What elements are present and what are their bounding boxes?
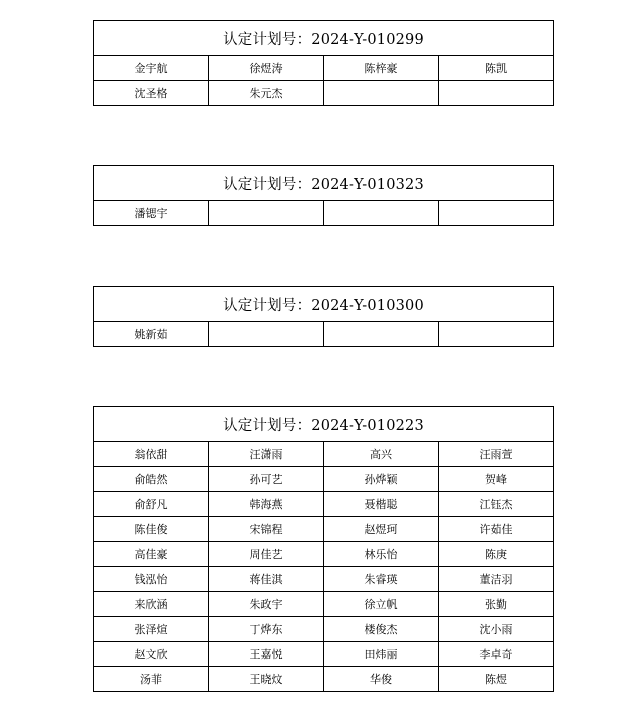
name-cell: 王晓炆 xyxy=(209,667,324,692)
name-cell: 潘锶宇 xyxy=(94,201,209,226)
name-cell: 沈小雨 xyxy=(439,617,554,642)
name-cell: 朱元杰 xyxy=(209,81,324,106)
table-row xyxy=(94,517,554,542)
name-cell: 俞皓然 xyxy=(94,467,209,492)
name-cell: 金宇航 xyxy=(94,56,209,81)
plan-table-010223 xyxy=(93,406,554,692)
plan-table-010300 xyxy=(93,286,554,347)
table-row xyxy=(94,542,554,567)
table-header-row xyxy=(94,166,554,201)
name-cell: 许茹佳 xyxy=(439,517,554,542)
name-cell xyxy=(439,81,554,106)
name-cell: 徐煜涛 xyxy=(209,56,324,81)
name-cell: 楼俊杰 xyxy=(324,617,439,642)
name-cell: 赵煜珂 xyxy=(324,517,439,542)
name-cell: 赵文欣 xyxy=(94,642,209,667)
name-cell xyxy=(209,201,324,226)
name-cell: 汪雨萱 xyxy=(439,442,554,467)
name-cell xyxy=(324,201,439,226)
name-cell: 张泽煊 xyxy=(94,617,209,642)
name-cell: 姚新茹 xyxy=(94,322,209,347)
name-cell: 高佳豪 xyxy=(94,542,209,567)
name-cell: 周佳艺 xyxy=(209,542,324,567)
name-cell xyxy=(324,322,439,347)
name-cell: 沈圣格 xyxy=(94,81,209,106)
roster-table xyxy=(93,165,554,226)
name-cell: 孙可艺 xyxy=(209,467,324,492)
plan-table-010323 xyxy=(93,165,554,226)
name-cell: 钱泓怡 xyxy=(94,567,209,592)
name-cell: 汤菲 xyxy=(94,667,209,692)
name-cell: 贺峰 xyxy=(439,467,554,492)
plan-table-010299 xyxy=(93,20,554,106)
name-cell xyxy=(324,81,439,106)
table-row xyxy=(94,592,554,617)
name-cell: 徐立帆 xyxy=(324,592,439,617)
roster-table xyxy=(93,406,554,692)
name-cell: 田炜丽 xyxy=(324,642,439,667)
table-row xyxy=(94,492,554,517)
table-row xyxy=(94,617,554,642)
table-header-row xyxy=(94,21,554,56)
name-cell: 蒋佳淇 xyxy=(209,567,324,592)
name-cell: 翁依甜 xyxy=(94,442,209,467)
plan-title: 认定计划号：2024-Y-010323 xyxy=(94,166,554,201)
name-cell: 林乐怡 xyxy=(324,542,439,567)
table-row xyxy=(94,442,554,467)
name-cell: 陈梓豪 xyxy=(324,56,439,81)
name-cell xyxy=(209,322,324,347)
name-cell: 高兴 xyxy=(324,442,439,467)
name-cell: 陈庚 xyxy=(439,542,554,567)
table-row xyxy=(94,467,554,492)
plan-title: 认定计划号：2024-Y-010223 xyxy=(94,407,554,442)
name-cell: 俞舒凡 xyxy=(94,492,209,517)
table-row xyxy=(94,201,554,226)
name-cell: 朱睿瑛 xyxy=(324,567,439,592)
name-cell: 来欣涵 xyxy=(94,592,209,617)
table-row xyxy=(94,567,554,592)
name-cell: 王嘉悦 xyxy=(209,642,324,667)
roster-table xyxy=(93,286,554,347)
name-cell: 丁烨东 xyxy=(209,617,324,642)
name-cell: 李卓奇 xyxy=(439,642,554,667)
plan-title: 认定计划号：2024-Y-010299 xyxy=(94,21,554,56)
name-cell xyxy=(439,201,554,226)
name-cell: 陈煜 xyxy=(439,667,554,692)
table-row xyxy=(94,322,554,347)
table-row xyxy=(94,642,554,667)
name-cell: 陈佳俊 xyxy=(94,517,209,542)
name-cell: 江钰杰 xyxy=(439,492,554,517)
roster-table xyxy=(93,20,554,106)
plan-title: 认定计划号：2024-Y-010300 xyxy=(94,287,554,322)
name-cell: 陈凯 xyxy=(439,56,554,81)
name-cell: 韩海燕 xyxy=(209,492,324,517)
table-row xyxy=(94,81,554,106)
name-cell: 朱政宇 xyxy=(209,592,324,617)
table-header-row xyxy=(94,407,554,442)
name-cell: 宋锦程 xyxy=(209,517,324,542)
name-cell xyxy=(439,322,554,347)
name-cell: 张勤 xyxy=(439,592,554,617)
name-cell: 华俊 xyxy=(324,667,439,692)
name-cell: 聂楷聪 xyxy=(324,492,439,517)
name-cell: 董洁羽 xyxy=(439,567,554,592)
table-header-row xyxy=(94,287,554,322)
name-cell: 汪潇雨 xyxy=(209,442,324,467)
table-row xyxy=(94,56,554,81)
table-row xyxy=(94,667,554,692)
name-cell: 孙烨颖 xyxy=(324,467,439,492)
